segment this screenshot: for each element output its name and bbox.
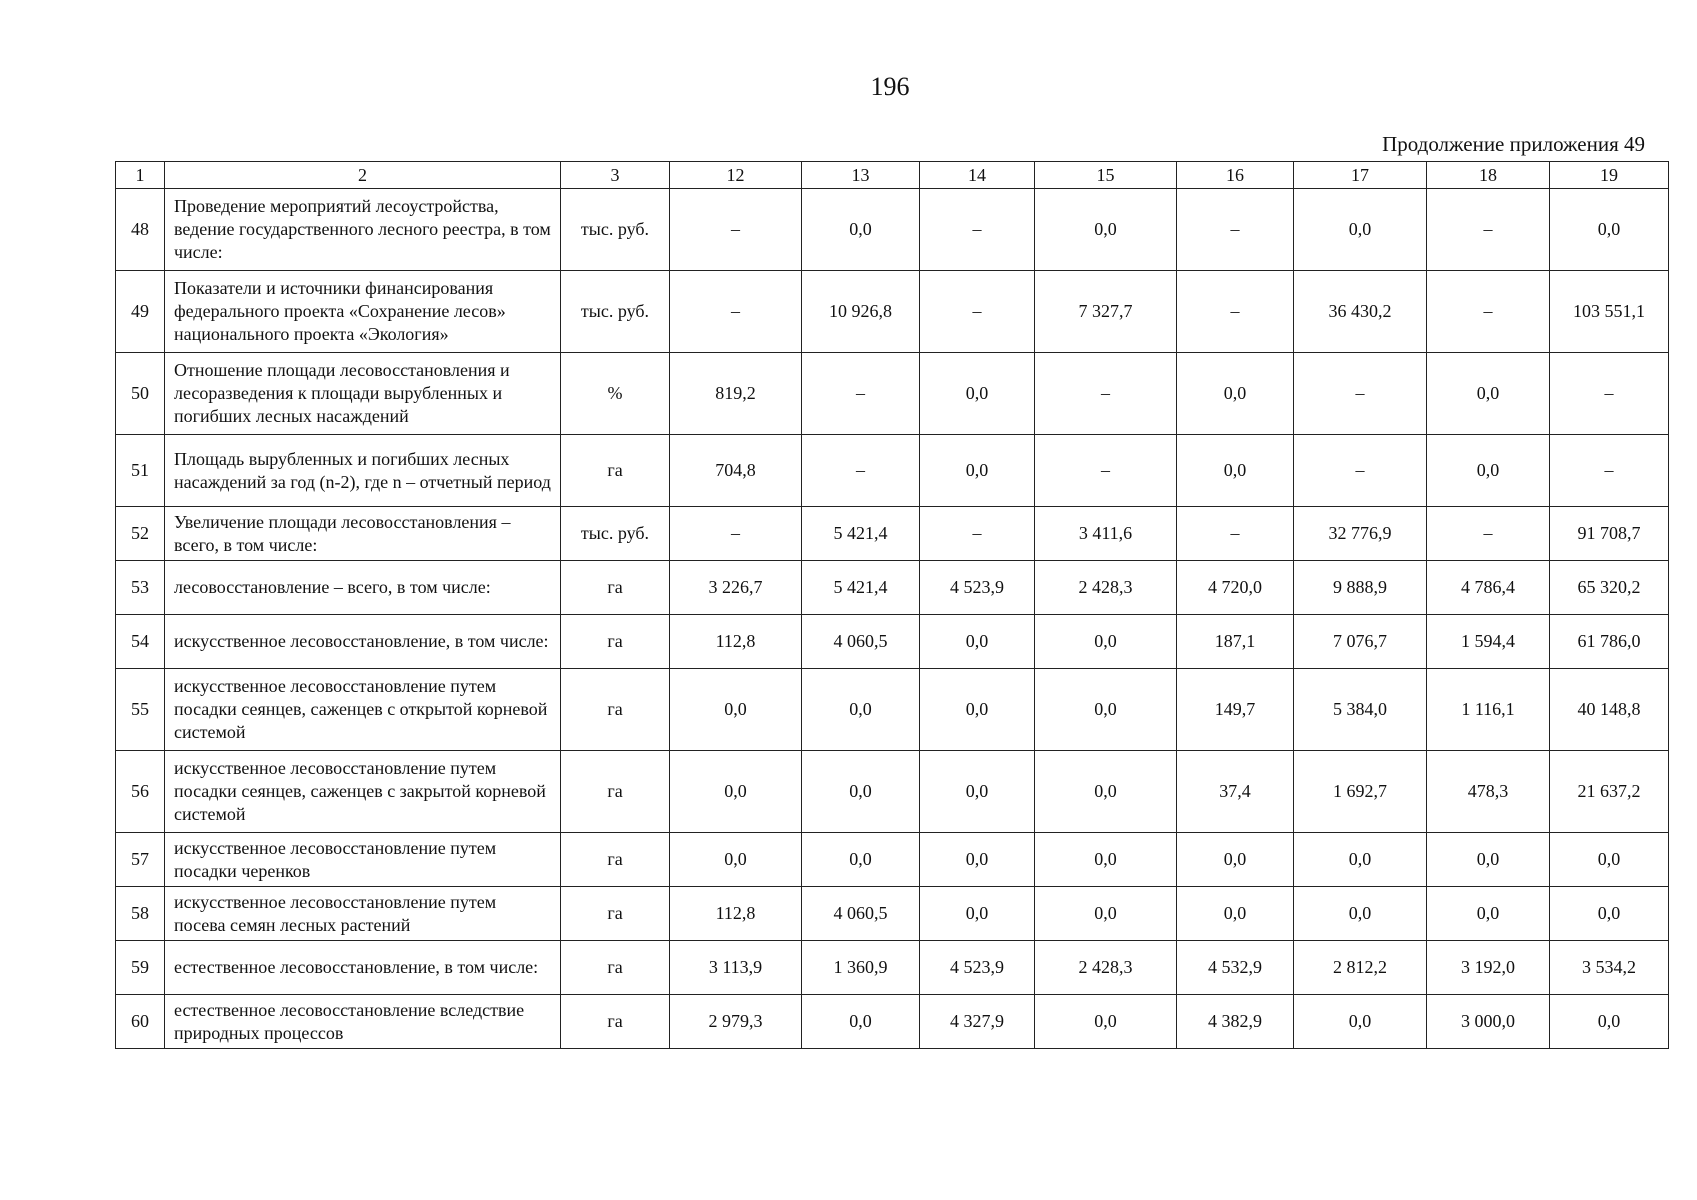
unit-cell: га: [561, 995, 670, 1049]
table-row: [116, 995, 1669, 1049]
value-cell: 65 320,2: [1550, 561, 1669, 615]
value-cell: 5 421,4: [802, 507, 920, 561]
value-cell: 3 411,6: [1035, 507, 1177, 561]
value-cell: –: [1035, 353, 1177, 435]
table-row: [116, 615, 1669, 669]
value-cell: –: [1177, 271, 1294, 353]
value-cell: 4 786,4: [1427, 561, 1550, 615]
value-cell: 0,0: [920, 887, 1035, 941]
value-cell: –: [1294, 435, 1427, 507]
unit-cell: га: [561, 435, 670, 507]
value-cell: –: [1177, 189, 1294, 271]
indicator-name-cell: естественное лесовосстановление, в том числе:: [165, 941, 561, 995]
value-cell: 0,0: [920, 751, 1035, 833]
indicators-table: [115, 161, 1669, 1049]
value-cell: –: [1427, 507, 1550, 561]
table-row: [116, 561, 1669, 615]
value-cell: –: [920, 189, 1035, 271]
value-cell: 0,0: [802, 833, 920, 887]
value-cell: 2 428,3: [1035, 941, 1177, 995]
value-cell: 5 421,4: [802, 561, 920, 615]
value-cell: –: [802, 353, 920, 435]
row-number-cell: 50: [116, 353, 165, 435]
indicator-name-cell: искусственное лесовосстановление путем посадки черенков: [165, 833, 561, 887]
value-cell: 0,0: [802, 995, 920, 1049]
value-cell: 0,0: [802, 751, 920, 833]
unit-cell: га: [561, 751, 670, 833]
value-cell: 37,4: [1177, 751, 1294, 833]
value-cell: –: [1550, 435, 1669, 507]
value-cell: 1 116,1: [1427, 669, 1550, 751]
value-cell: 61 786,0: [1550, 615, 1669, 669]
value-cell: –: [920, 507, 1035, 561]
indicator-name-cell: естественное лесовосстановление вследствие природных процессов: [165, 995, 561, 1049]
value-cell: 0,0: [1427, 833, 1550, 887]
value-cell: 4 382,9: [1177, 995, 1294, 1049]
value-cell: 0,0: [1035, 751, 1177, 833]
column-number-header: 14: [920, 162, 1035, 189]
indicator-name-cell: искусственное лесовосстановление путем посева семян лесных растений: [165, 887, 561, 941]
value-cell: 5 384,0: [1294, 669, 1427, 751]
column-number-header: 3: [561, 162, 670, 189]
value-cell: 0,0: [920, 435, 1035, 507]
value-cell: 0,0: [802, 189, 920, 271]
value-cell: 0,0: [1177, 833, 1294, 887]
row-number-cell: 58: [116, 887, 165, 941]
table-row: [116, 507, 1669, 561]
column-number-header: 16: [1177, 162, 1294, 189]
indicator-name-cell: Площадь вырубленных и погибших лесных насаждений за год (n-2), где n – отчетный период: [165, 435, 561, 507]
value-cell: 7 327,7: [1035, 271, 1177, 353]
table-row: [116, 435, 1669, 507]
value-cell: 10 926,8: [802, 271, 920, 353]
value-cell: 0,0: [1035, 189, 1177, 271]
value-cell: –: [1427, 189, 1550, 271]
value-cell: 0,0: [1427, 887, 1550, 941]
row-number-cell: 54: [116, 615, 165, 669]
value-cell: 40 148,8: [1550, 669, 1669, 751]
unit-cell: га: [561, 887, 670, 941]
value-cell: 3 226,7: [670, 561, 802, 615]
continuation-heading: Продолжение приложения 49: [1382, 132, 1645, 156]
value-cell: 0,0: [802, 669, 920, 751]
unit-cell: га: [561, 561, 670, 615]
unit-cell: га: [561, 833, 670, 887]
row-number-cell: 51: [116, 435, 165, 507]
value-cell: 819,2: [670, 353, 802, 435]
value-cell: 478,3: [1427, 751, 1550, 833]
value-cell: 0,0: [670, 751, 802, 833]
unit-cell: га: [561, 669, 670, 751]
value-cell: –: [1177, 507, 1294, 561]
value-cell: 1 692,7: [1294, 751, 1427, 833]
value-cell: 0,0: [1294, 995, 1427, 1049]
table-row: [116, 751, 1669, 833]
unit-cell: га: [561, 941, 670, 995]
unit-cell: тыс. руб.: [561, 507, 670, 561]
unit-cell: тыс. руб.: [561, 189, 670, 271]
row-number-cell: 52: [116, 507, 165, 561]
indicator-name-cell: Отношение площади лесовосстановления и лесоразведения к площади вырубленных и погибших лесных насаждений: [165, 353, 561, 435]
value-cell: 0,0: [1294, 887, 1427, 941]
value-cell: 0,0: [1427, 353, 1550, 435]
value-cell: 112,8: [670, 615, 802, 669]
value-cell: 704,8: [670, 435, 802, 507]
value-cell: 2 428,3: [1035, 561, 1177, 615]
column-number-header: 2: [165, 162, 561, 189]
column-number-header: 1: [116, 162, 165, 189]
value-cell: 91 708,7: [1550, 507, 1669, 561]
value-cell: 0,0: [1035, 669, 1177, 751]
value-cell: 0,0: [1294, 833, 1427, 887]
page-number: 196: [870, 72, 910, 101]
value-cell: 4 060,5: [802, 615, 920, 669]
value-cell: 36 430,2: [1294, 271, 1427, 353]
value-cell: 2 812,2: [1294, 941, 1427, 995]
table-row: [116, 189, 1669, 271]
value-cell: 0,0: [1035, 887, 1177, 941]
table-row: [116, 833, 1669, 887]
row-number-cell: 48: [116, 189, 165, 271]
value-cell: 1 594,4: [1427, 615, 1550, 669]
value-cell: 0,0: [1550, 887, 1669, 941]
table-row: [116, 353, 1669, 435]
value-cell: 103 551,1: [1550, 271, 1669, 353]
column-number-header: 13: [802, 162, 920, 189]
value-cell: 3 192,0: [1427, 941, 1550, 995]
value-cell: 32 776,9: [1294, 507, 1427, 561]
value-cell: 0,0: [1550, 995, 1669, 1049]
value-cell: 0,0: [920, 353, 1035, 435]
value-cell: 187,1: [1177, 615, 1294, 669]
value-cell: 0,0: [1177, 353, 1294, 435]
value-cell: 0,0: [1035, 833, 1177, 887]
value-cell: 4 523,9: [920, 561, 1035, 615]
row-number-cell: 56: [116, 751, 165, 833]
value-cell: 0,0: [1177, 435, 1294, 507]
indicator-name-cell: Показатели и источники финансирования федерального проекта «Сохранение лесов» национального проекта «Экология»: [165, 271, 561, 353]
value-cell: 0,0: [920, 615, 1035, 669]
value-cell: 112,8: [670, 887, 802, 941]
indicator-name-cell: лесовосстановление – всего, в том числе:: [165, 561, 561, 615]
value-cell: 0,0: [1550, 833, 1669, 887]
value-cell: –: [1427, 271, 1550, 353]
column-number-header: 19: [1550, 162, 1669, 189]
table-row: [116, 669, 1669, 751]
value-cell: 0,0: [1177, 887, 1294, 941]
value-cell: –: [802, 435, 920, 507]
value-cell: 7 076,7: [1294, 615, 1427, 669]
unit-cell: %: [561, 353, 670, 435]
value-cell: 4 720,0: [1177, 561, 1294, 615]
value-cell: –: [670, 271, 802, 353]
value-cell: 3 000,0: [1427, 995, 1550, 1049]
value-cell: 4 523,9: [920, 941, 1035, 995]
unit-cell: га: [561, 615, 670, 669]
value-cell: 21 637,2: [1550, 751, 1669, 833]
table-row: [116, 271, 1669, 353]
value-cell: 0,0: [670, 833, 802, 887]
unit-cell: тыс. руб.: [561, 271, 670, 353]
value-cell: 0,0: [1035, 995, 1177, 1049]
value-cell: 4 532,9: [1177, 941, 1294, 995]
value-cell: –: [1550, 353, 1669, 435]
value-cell: 149,7: [1177, 669, 1294, 751]
row-number-cell: 57: [116, 833, 165, 887]
table-body: [116, 189, 1669, 1049]
value-cell: 0,0: [670, 669, 802, 751]
column-number-header: 15: [1035, 162, 1177, 189]
indicator-name-cell: искусственное лесовосстановление, в том числе:: [165, 615, 561, 669]
row-number-cell: 55: [116, 669, 165, 751]
row-number-cell: 59: [116, 941, 165, 995]
column-number-header: 12: [670, 162, 802, 189]
value-cell: –: [1294, 353, 1427, 435]
value-cell: 0,0: [1550, 189, 1669, 271]
value-cell: 0,0: [920, 669, 1035, 751]
indicator-name-cell: искусственное лесовосстановление путем посадки сеянцев, саженцев с открытой корневой системой: [165, 669, 561, 751]
value-cell: 0,0: [1294, 189, 1427, 271]
value-cell: 3 113,9: [670, 941, 802, 995]
value-cell: –: [920, 271, 1035, 353]
value-cell: 3 534,2: [1550, 941, 1669, 995]
indicator-name-cell: искусственное лесовосстановление путем посадки сеянцев, саженцев с закрытой корневой системой: [165, 751, 561, 833]
value-cell: 2 979,3: [670, 995, 802, 1049]
table-row: [116, 887, 1669, 941]
value-cell: 4 060,5: [802, 887, 920, 941]
value-cell: –: [670, 507, 802, 561]
value-cell: 0,0: [1035, 615, 1177, 669]
value-cell: 4 327,9: [920, 995, 1035, 1049]
value-cell: –: [1035, 435, 1177, 507]
row-number-cell: 53: [116, 561, 165, 615]
indicator-name-cell: Увеличение площади лесовосстановления – всего, в том числе:: [165, 507, 561, 561]
row-number-cell: 60: [116, 995, 165, 1049]
column-number-header: 17: [1294, 162, 1427, 189]
value-cell: 0,0: [1427, 435, 1550, 507]
value-cell: 1 360,9: [802, 941, 920, 995]
value-cell: 9 888,9: [1294, 561, 1427, 615]
row-number-cell: 49: [116, 271, 165, 353]
table-row: [116, 941, 1669, 995]
column-number-row: [116, 162, 1669, 189]
value-cell: –: [670, 189, 802, 271]
value-cell: 0,0: [920, 833, 1035, 887]
indicator-name-cell: Проведение мероприятий лесоустройства, ведение государственного лесного реестра, в том числе:: [165, 189, 561, 271]
column-number-header: 18: [1427, 162, 1550, 189]
